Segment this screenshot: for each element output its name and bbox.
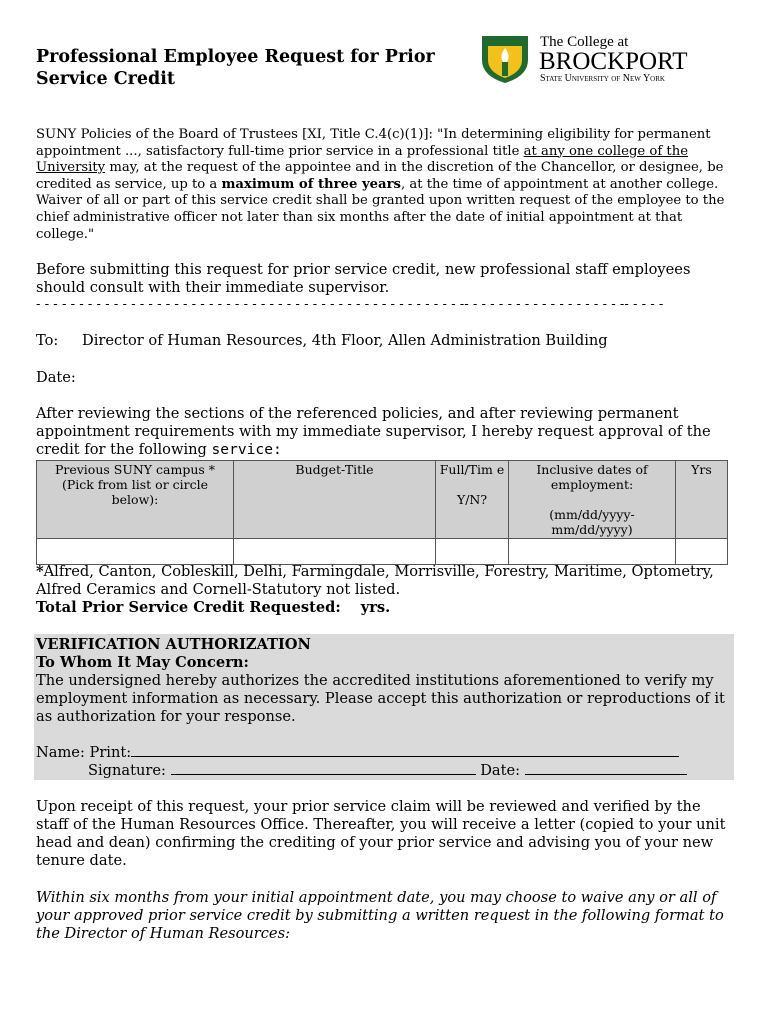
- budget-title-cell[interactable]: [234, 539, 436, 565]
- logo-line3: State University of New York: [540, 73, 665, 84]
- header-yrs: Yrs: [676, 461, 728, 539]
- campus-list: [36, 563, 736, 599]
- name-label: Name: Print:: [36, 744, 132, 761]
- policy-underlined: at any one college of the University: [36, 143, 689, 176]
- name-row: [36, 744, 732, 762]
- policy-bold: maximum of three years: [221, 176, 401, 192]
- to-value: Director of Human Resources, 4th Floor, Allen Administration Building: [82, 332, 608, 349]
- total-line: [36, 599, 390, 617]
- policy-text: SUNY Policies of the Board of Trustees [XI, Title C.4(c)(1)]: "In determining eligibility for permanent appointment ..., satisfactory full-time prior service in a professional title: [36, 127, 711, 159]
- receipt-paragraph: Upon receipt of this request, your prior service claim will be reviewed and verified by the staff of the Human Resources Office. Thereafter, you will receive a letter (copied to your unit head and dean) confirming the crediting of your prior service and advising you of your new tenure date.: [36, 798, 726, 869]
- divider: - - - - - - - - - - - - - - - - - - - - - - - - - - - - - - - - - - - - - - - - - - - - - - - - - -- - - - - - - - - - - - - - - - - - -- - - - -: [36, 297, 664, 312]
- request-paragraph: [36, 405, 736, 459]
- total-label: Total Prior Service Credit Requested:: [36, 599, 341, 616]
- college-logo: [480, 34, 730, 86]
- signature-field[interactable]: [171, 762, 476, 775]
- campus-star: *: [36, 563, 44, 580]
- policy-text: may, at the request of the appointee and in the discretion of the Chancellor, or designee, be credited as service, up to a: [36, 160, 724, 192]
- yrs-cell[interactable]: [676, 539, 728, 565]
- policy-paragraph: [36, 127, 736, 243]
- verification-heading: VERIFICATION AUTHORIZATION: [36, 636, 311, 653]
- verification-date-label: Date:: [480, 762, 521, 779]
- date-label: Date:: [36, 369, 76, 386]
- header-full-time: Full/Tim e Y/N?: [436, 461, 509, 539]
- page-title: Professional Employee Request for Prior Service Credit: [36, 47, 435, 89]
- shield-icon: [480, 34, 530, 84]
- name-field[interactable]: [131, 744, 679, 757]
- to-label: To:: [36, 332, 59, 349]
- full-time-cell[interactable]: [436, 539, 509, 565]
- waiver-paragraph: Within six months from your initial appointment date, you may choose to waive any or all of your approved prior service credit by submitting a written request in the following format to the Director of Human Resources:: [36, 889, 724, 942]
- signature-row: [36, 762, 732, 780]
- logo-line1: The College at: [540, 34, 629, 50]
- logo-line2: BROCKPORT: [539, 48, 688, 75]
- signature-label: Signature:: [88, 762, 166, 779]
- policy-text: , at the time of appointment at another college. Waiver of all or part of this service credit shall be granted upon written request of the employee to the chief administrative officer not later than six months after the date of initial appointment at that college.": [36, 176, 725, 242]
- request-text: After reviewing the sections of the referenced policies, and after reviewing permanent appointment requirements with my immediate supervisor, I hereby request approval of the credit for the following: [36, 405, 711, 458]
- consult-paragraph: Before submitting this request for prior service credit, new professional staff employees should consult with their immediate supervisor.: [36, 261, 691, 296]
- verification-salutation: To Whom It May Concern:: [36, 654, 249, 671]
- total-unit: yrs.: [360, 599, 391, 616]
- table-row: [37, 539, 728, 565]
- header-dates: Inclusive dates of employment: (mm/dd/yyyy-mm/dd/yyyy): [509, 461, 676, 539]
- verification-content: [36, 636, 732, 780]
- dates-cell[interactable]: [509, 539, 676, 565]
- campus-cell[interactable]: [37, 539, 234, 565]
- table-header-row: [37, 461, 728, 539]
- request-service: service:: [211, 441, 282, 458]
- header-campus: Previous SUNY campus *(Pick from list or circle below):: [37, 461, 234, 539]
- prior-service-table: [36, 460, 728, 565]
- verification-body: The undersigned hereby authorizes the accredited institutions aforementioned to verify my employment information as necessary. Please accept this authorization or reproductions of it as authorization for your response.: [36, 672, 725, 725]
- campus-text: Alfred, Canton, Cobleskill, Delhi, Farmingdale, Morrisville, Forestry, Maritime, Optometry, Alfred Ceramics and Cornell-Statutory not listed.: [36, 563, 714, 598]
- header-budget-title: Budget-Title: [234, 461, 436, 539]
- verification-date-field[interactable]: [525, 762, 687, 775]
